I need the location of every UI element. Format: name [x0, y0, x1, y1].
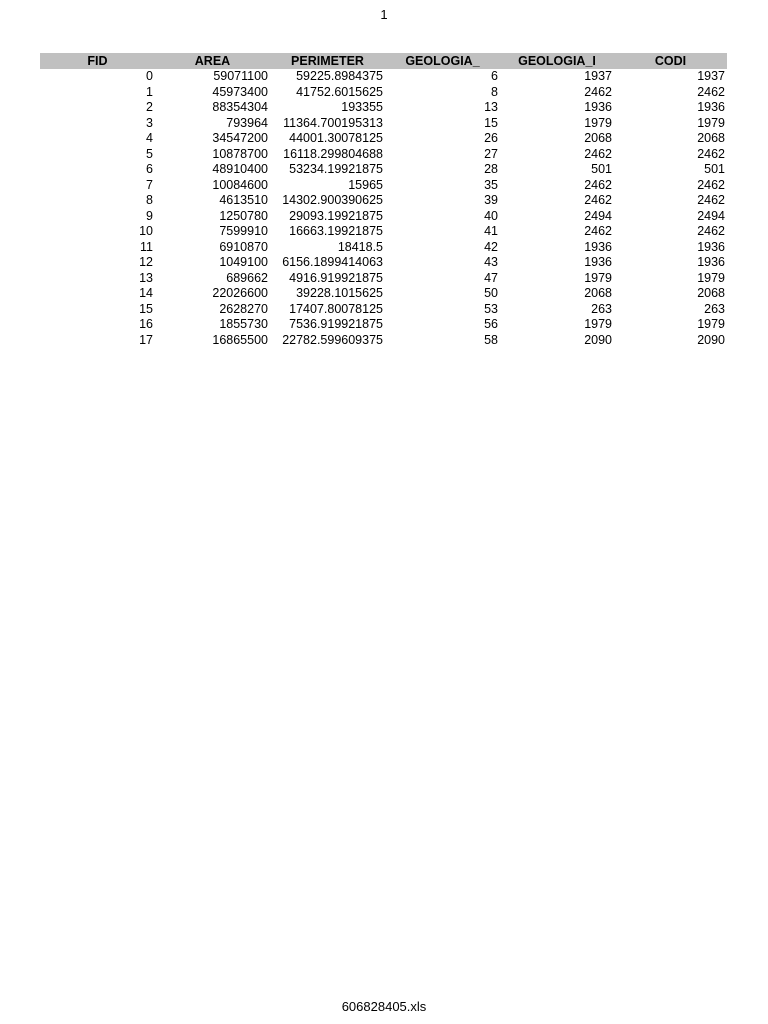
table-row: [40, 271, 727, 287]
perimeter-cell: 22782.599609375: [282, 332, 383, 347]
data-table: [40, 53, 727, 348]
area-cell: 689662: [226, 270, 268, 285]
table-row: [40, 85, 727, 101]
fid-cell: 6: [146, 162, 153, 176]
fid-cell: 16: [139, 317, 153, 331]
fid-cell: 12: [139, 255, 153, 269]
geologia-cell: 28: [484, 162, 498, 176]
codi-cell: 1936: [697, 100, 725, 114]
perimeter-cell: 4916.919921875: [289, 270, 383, 285]
geologia-cell: 13: [484, 100, 498, 114]
perimeter-cell: 53234.19921875: [289, 162, 383, 176]
area-cell: 16865500: [212, 332, 268, 347]
area-cell: 4613510: [219, 193, 268, 207]
codi-cell: 2068: [697, 131, 725, 145]
geologia-cell: 41: [484, 224, 498, 238]
geologia-i-cell: 1979: [584, 270, 612, 285]
geologia-cell: 6: [491, 69, 498, 83]
perimeter-cell: 18418.5: [337, 239, 383, 254]
area-cell: 1250780: [219, 208, 268, 223]
area-cell: 22026600: [212, 286, 268, 300]
fid-cell: 10: [139, 224, 153, 238]
perimeter-cell: 7536.919921875: [289, 317, 383, 331]
geologia-cell: 27: [484, 146, 498, 161]
geologia-i-cell: 1936: [584, 255, 612, 269]
table-row: [40, 147, 727, 163]
codi-cell: 1979: [697, 317, 725, 331]
fid-cell: 1: [146, 84, 153, 99]
fid-cell: 4: [146, 131, 153, 145]
perimeter-cell: 193355: [341, 100, 383, 114]
table-row: [40, 100, 727, 116]
geologia-i-cell: 2462: [584, 224, 612, 238]
perimeter-cell: 16663.19921875: [289, 224, 383, 238]
table-row: [40, 240, 727, 256]
perimeter-cell: 11364.700195313: [283, 115, 383, 130]
fid-cell: 0: [146, 69, 153, 83]
codi-cell: 2462: [697, 146, 725, 161]
table-row: [40, 317, 727, 333]
codi-cell: 263: [704, 301, 725, 316]
area-cell: 1049100: [219, 255, 268, 269]
geologia-cell: 35: [484, 177, 498, 192]
area-cell: 10084600: [212, 177, 268, 192]
fid-cell: 3: [146, 115, 153, 130]
area-cell: 1855730: [219, 317, 268, 331]
table-body: [40, 69, 727, 348]
geologia-i-cell: 2494: [584, 208, 612, 223]
geologia-cell: 8: [491, 84, 498, 99]
area-cell: 6910870: [219, 239, 268, 254]
geologia-i-cell: 501: [591, 162, 612, 176]
perimeter-cell: 14302.900390625: [282, 193, 383, 207]
geologia-cell: 47: [484, 270, 498, 285]
geologia-cell: 40: [484, 208, 498, 223]
geologia-cell: 39: [484, 193, 498, 207]
fid-cell: 8: [146, 193, 153, 207]
area-cell: 45973400: [212, 84, 268, 99]
geologia-i-cell: 1936: [584, 100, 612, 114]
perimeter-cell: 29093.19921875: [289, 208, 383, 223]
table-row: [40, 224, 727, 240]
page-number: 1: [380, 7, 388, 22]
column-header-codi: CODI: [614, 53, 727, 69]
codi-cell: 1936: [697, 239, 725, 254]
area-cell: 793964: [226, 115, 268, 130]
codi-cell: 1979: [697, 270, 725, 285]
geologia-cell: 15: [484, 115, 498, 130]
table-row: [40, 209, 727, 225]
geologia-i-cell: 2462: [584, 177, 612, 192]
perimeter-cell: 15965: [348, 177, 383, 192]
table-row: [40, 333, 727, 349]
perimeter-cell: 16118.299804688: [283, 146, 383, 161]
perimeter-cell: 6156.1899414063: [282, 255, 383, 269]
codi-cell: 2462: [697, 177, 725, 192]
area-cell: 7599910: [219, 224, 268, 238]
table-row: [40, 69, 727, 85]
table-row: [40, 131, 727, 147]
area-cell: 48910400: [212, 162, 268, 176]
fid-cell: 15: [139, 301, 153, 316]
geologia-cell: 50: [484, 286, 498, 300]
geologia-cell: 42: [484, 239, 498, 254]
codi-cell: 2494: [697, 208, 725, 223]
fid-cell: 9: [146, 208, 153, 223]
geologia-i-cell: 2462: [584, 84, 612, 99]
header-row: [40, 53, 727, 69]
area-cell: 88354304: [212, 100, 268, 114]
geologia-i-cell: 1979: [584, 317, 612, 331]
area-cell: 2628270: [219, 301, 268, 316]
codi-cell: 2090: [697, 332, 725, 347]
perimeter-cell: 39228.1015625: [296, 286, 383, 300]
area-cell: 59071100: [213, 69, 268, 83]
area-cell: 34547200: [212, 131, 268, 145]
column-header-area: AREA: [155, 53, 270, 69]
geologia-i-cell: 2068: [584, 131, 612, 145]
geologia-i-cell: 2462: [584, 193, 612, 207]
table-row: [40, 286, 727, 302]
fid-cell: 7: [146, 177, 153, 192]
table-row: [40, 193, 727, 209]
codi-cell: 1936: [697, 255, 725, 269]
fid-cell: 5: [146, 146, 153, 161]
fid-cell: 17: [139, 332, 153, 347]
codi-cell: 501: [704, 162, 725, 176]
geologia-cell: 43: [484, 255, 498, 269]
column-header-fid: FID: [40, 53, 155, 69]
geologia-i-cell: 2068: [584, 286, 612, 300]
geologia-i-cell: 2090: [584, 332, 612, 347]
fid-cell: 14: [139, 286, 153, 300]
fid-cell: 11: [140, 239, 153, 254]
table-row: [40, 302, 727, 318]
table-row: [40, 162, 727, 178]
codi-cell: 2462: [697, 224, 725, 238]
area-cell: 10878700: [212, 146, 268, 161]
perimeter-cell: 17407.80078125: [289, 301, 383, 316]
table-row: [40, 116, 727, 132]
perimeter-cell: 44001.30078125: [289, 131, 383, 145]
perimeter-cell: 41752.6015625: [296, 84, 383, 99]
fid-cell: 2: [146, 100, 153, 114]
table-row: [40, 255, 727, 271]
geologia-i-cell: 263: [591, 301, 612, 316]
codi-cell: 1937: [697, 69, 725, 83]
column-header-geologia-i: GEOLOGIA_I: [500, 53, 614, 69]
fid-cell: 13: [139, 270, 153, 285]
geologia-i-cell: 2462: [584, 146, 612, 161]
perimeter-cell: 59225.8984375: [296, 69, 383, 83]
table-row: [40, 178, 727, 194]
codi-cell: 2462: [697, 84, 725, 99]
codi-cell: 1979: [697, 115, 725, 130]
geologia-cell: 26: [484, 131, 498, 145]
codi-cell: 2068: [697, 286, 725, 300]
geologia-cell: 56: [484, 317, 498, 331]
geologia-i-cell: 1937: [584, 69, 612, 83]
codi-cell: 2462: [697, 193, 725, 207]
geologia-cell: 58: [484, 332, 498, 347]
column-header-perimeter: PERIMETER: [270, 53, 385, 69]
geologia-i-cell: 1936: [584, 239, 612, 254]
geologia-i-cell: 1979: [584, 115, 612, 130]
column-header-geologia: GEOLOGIA_: [385, 53, 500, 69]
footer-filename: 606828405.xls: [341, 999, 427, 1014]
geologia-cell: 53: [484, 301, 498, 316]
